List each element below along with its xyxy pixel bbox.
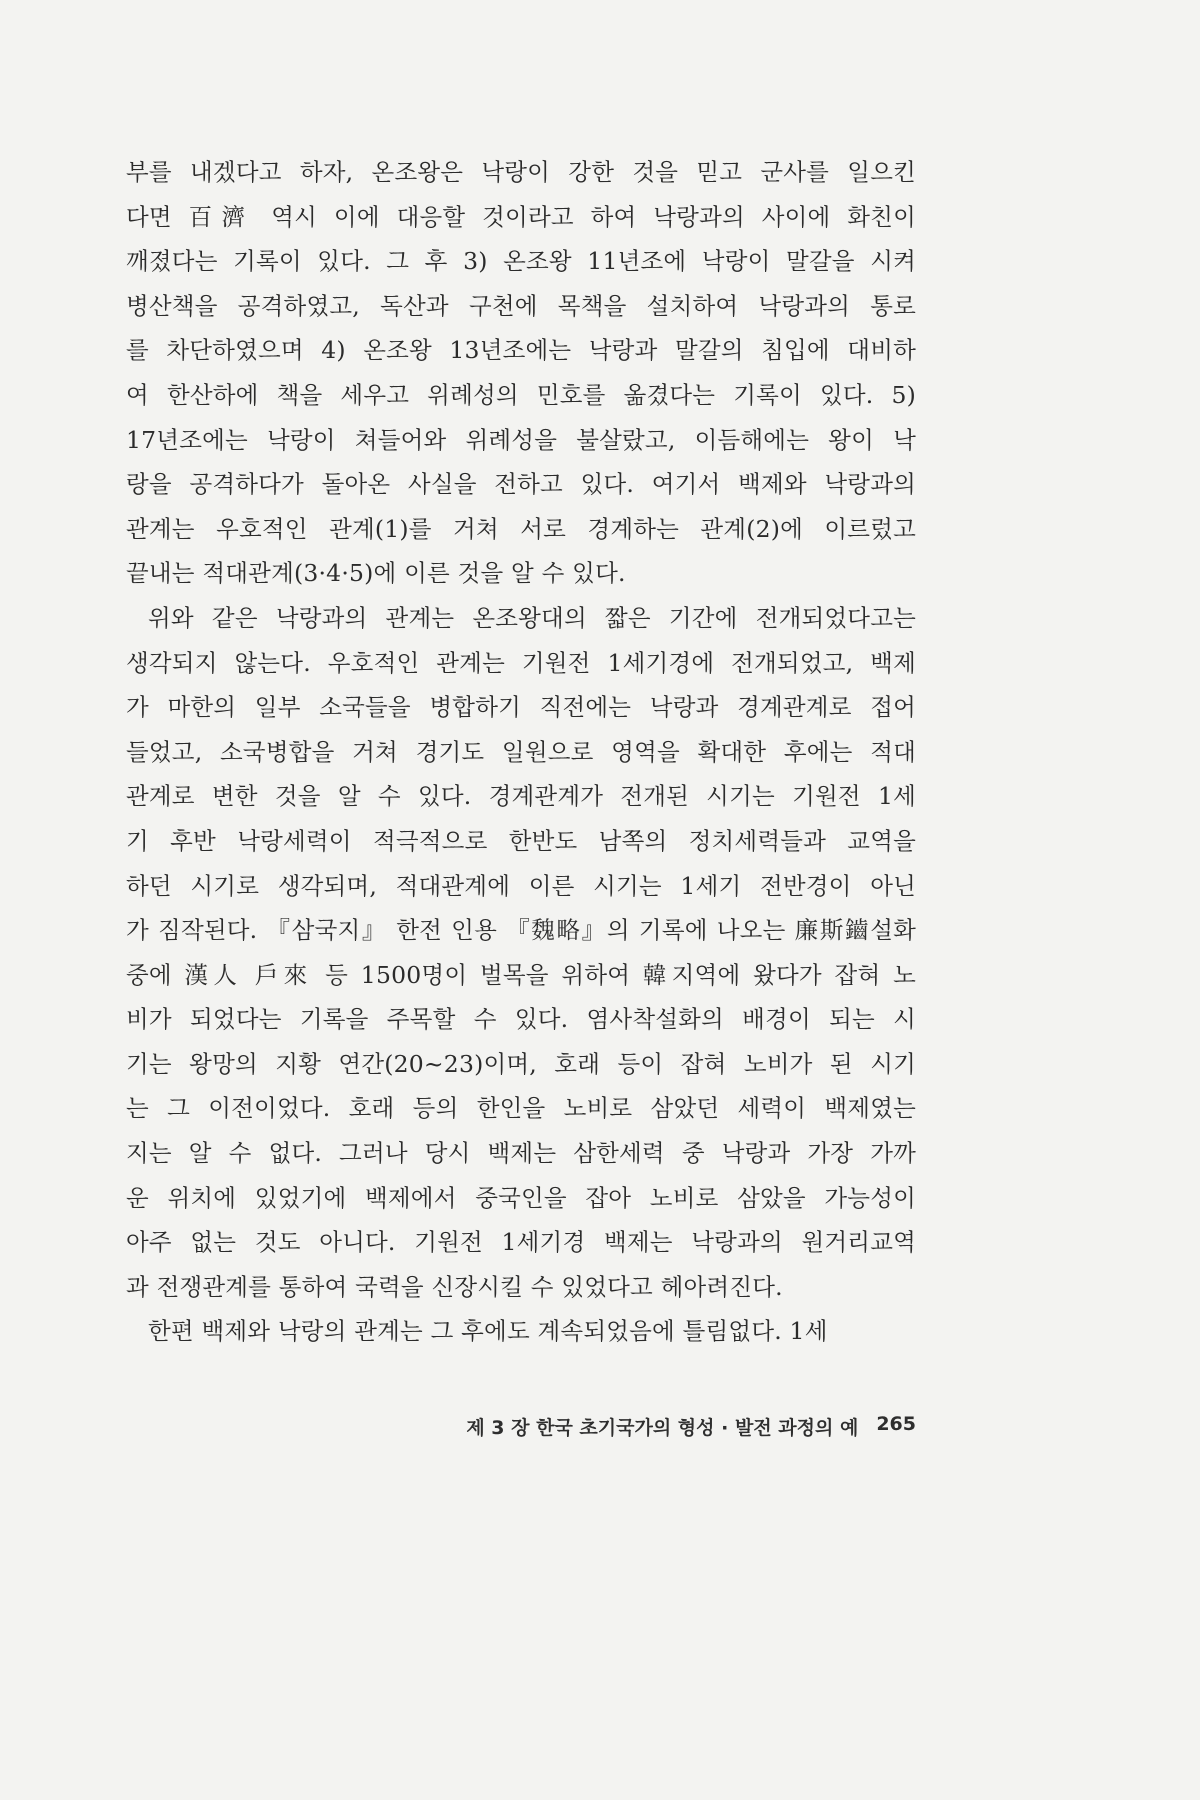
chapter-title: 제 3 장 한국 초기국가의 형성 · 발전 과정의 예 — [466, 1417, 859, 1439]
text-line: 기 후반 낙랑세력이 적극적으로 한반도 남쪽의 정치세력들과 교역을 — [126, 826, 916, 855]
text-line: 지는 알 수 없다. 그러나 당시 백제는 삼한세력 중 낙랑과 가장 가까 — [126, 1139, 916, 1168]
text-line: 생각되지 않는다. 우호적인 관계는 기원전 1세기경에 전개되었고, 백제 — [126, 648, 916, 677]
text-line: 부를 내겠다고 하자, 온조왕은 낙랑이 강한 것을 믿고 군사를 일으킨 — [126, 158, 916, 186]
text-line: 다면 百濟 역시 이에 대응할 것이라고 하여 낙랑과의 사이에 화친이 — [126, 202, 916, 231]
text-line: 과 전쟁관계를 통하여 국력을 신장시킬 수 있었다고 헤아려진다. — [126, 1272, 783, 1301]
paragraph — [126, 596, 916, 1310]
text-line: 깨졌다는 기록이 있다. 그 후 3) 온조왕 11년조에 낙랑이 말갈을 시켜 — [126, 247, 916, 276]
text-line: 가 마한의 일부 소국들을 병합하기 직전에는 낙랑과 경계관계로 접어 — [126, 693, 916, 722]
text-line: 운 위치에 있었기에 백제에서 중국인을 잡아 노비로 삼았을 가능성이 — [126, 1183, 916, 1212]
text-line: 위와 같은 낙랑과의 관계는 온조왕대의 짧은 기간에 전개되었다고는 — [148, 603, 916, 632]
text-line: 하던 시기로 생각되며, 적대관계에 이른 시기는 1세기 전반경이 아닌 — [126, 871, 916, 900]
text-line: 17년조에는 낙랑이 쳐들어와 위례성을 불살랐고, 이듬해에는 왕이 낙 — [126, 425, 916, 454]
running-footer — [420, 1413, 916, 1440]
text-line: 아주 없는 것도 아니다. 기원전 1세기경 백제는 낙랑과의 원거리교역 — [126, 1228, 916, 1257]
text-line: 관계는 우호적인 관계(1)를 거쳐 서로 경계하는 관계(2)에 이르렀고 — [126, 514, 916, 543]
text-line: 한편 백제와 낙랑의 관계는 그 후에도 계속되었음에 틀림없다. 1세 — [148, 1317, 828, 1346]
text-line: 여 한산하에 책을 세우고 위례성의 민호를 옮겼다는 기록이 있다. 5) — [126, 380, 916, 409]
page-number: 265 — [876, 1413, 916, 1435]
text-line: 는 그 이전이었다. 호래 등의 한인을 노비로 삼았던 세력이 백제였는 — [126, 1094, 916, 1123]
text-line: 기는 왕망의 지황 연간(20~23)이며, 호래 등이 잡혀 노비가 된 시기 — [126, 1049, 916, 1078]
text-line: 끝내는 적대관계(3·4·5)에 이른 것을 알 수 있다. — [126, 559, 626, 588]
text-line: 들었고, 소국병합을 거쳐 경기도 일원으로 영역을 확대한 후에는 적대 — [126, 737, 916, 766]
paragraph — [126, 150, 916, 596]
body-text — [126, 150, 916, 1354]
text-line: 비가 되었다는 기록을 주목할 수 있다. 염사착설화의 배경이 되는 시 — [126, 1005, 916, 1034]
paragraph — [126, 1309, 916, 1354]
text-line: 중에 漢人 戶來 등 1500명이 벌목을 위하여 韓지역에 왔다가 잡혀 노 — [126, 960, 916, 989]
text-line: 병산책을 공격하였고, 독산과 구천에 목책을 설치하여 낙랑과의 통로 — [126, 291, 916, 320]
text-line: 랑을 공격하다가 돌아온 사실을 전하고 있다. 여기서 백제와 낙랑과의 — [126, 470, 916, 499]
text-line: 관계로 변한 것을 알 수 있다. 경계관계가 전개된 시기는 기원전 1세 — [126, 782, 916, 811]
text-line: 가 짐작된다. 『삼국지』 한전 인용 『魏略』의 기록에 나오는 廉斯鑡설화 — [126, 916, 916, 945]
text-line: 를 차단하였으며 4) 온조왕 13년조에는 낙랑과 말갈의 침입에 대비하 — [126, 336, 916, 365]
